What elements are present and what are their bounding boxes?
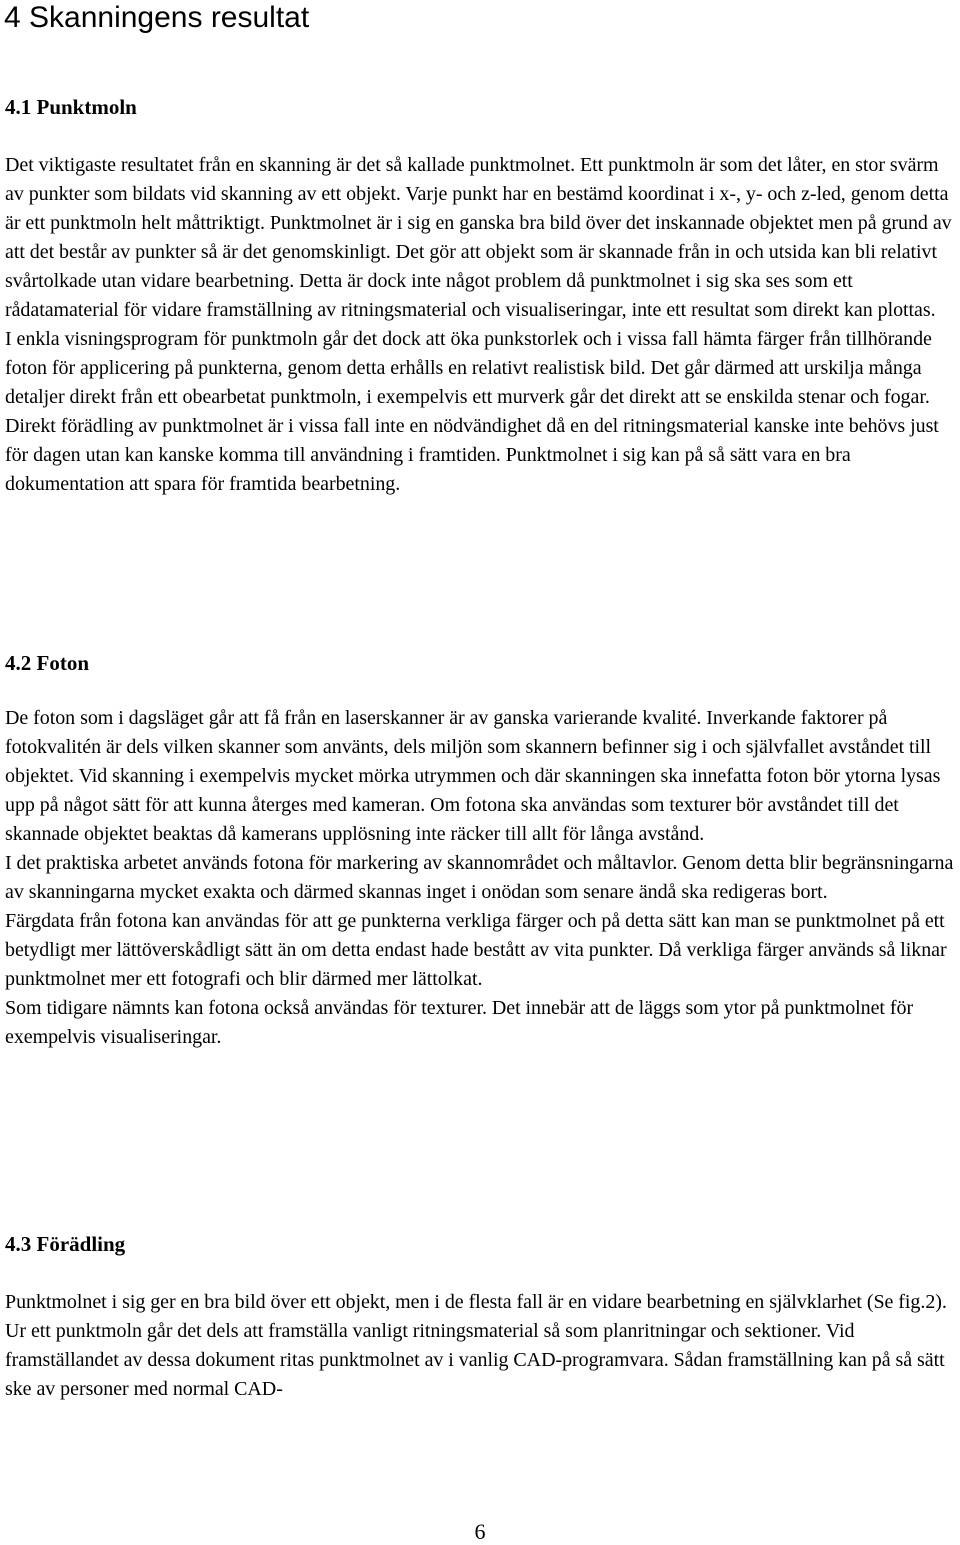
section-body-foton <box>5 704 960 1052</box>
section-body-punktmoln <box>5 151 960 499</box>
section-body-foradling <box>5 1288 960 1404</box>
paragraph: Punktmolnet i sig ger en bra bild över ett objekt, men i de flesta fall är en vidare bearbetning en självklarhet (Se fig.2). <box>5 1291 947 1313</box>
paragraph: Som tidigare nämnts kan fotona också användas för texturer. Det innebär att de läggs som ytor på punktmolnet för exempelvis visualiseringar. <box>5 997 914 1048</box>
chapter-title: 4 Skanningens resultat <box>4 1 310 34</box>
page-number: 6 <box>474 1519 486 1544</box>
paragraph: Direkt förädling av punktmolnet är i vissa fall inte en nödvändighet då en del ritningsmaterial kanske inte behövs just för dagen utan kan kanske komma till användning i framtiden. Punktmolnet i sig kan på så sätt vara en bra dokumentation att spara för framtida bearbetning. <box>5 415 939 495</box>
section-heading-foradling: 4.3 Förädling <box>5 1232 126 1256</box>
section-heading-foton: 4.2 Foton <box>5 651 89 675</box>
paragraph: De foton som i dagsläget går att få från en laserskanner är av ganska varierande kvalité. Inverkande faktorer på fotokvalitén är dels vilken skanner som använts, dels miljön som skannern befinner sig i och självfallet avståndet till objektet. Vid skanning i exempelvis mycket mörka utrymmen och där skanningen ska innefatta foton bör ytorna lysas upp på något sätt för att kunna återges med kameran. Om fotona ska användas som texturer bör avståndet till det skannade objektet beaktas då kamerans upplösning inte räcker till allt för långa avstånd. <box>5 707 941 845</box>
paragraph: I det praktiska arbetet används fotona för markering av skannområdet och måltavlor. Genom detta blir begränsningarna av skanningarna mycket exakta och därmed skannas inget i onödan som senare ändå ska redigeras bort. <box>5 852 954 903</box>
paragraph: Ur ett punktmoln går det dels att framställa vanligt ritningsmaterial så som planritningar och sektioner. Vid framställandet av dessa dokument ritas punktmolnet av i vanlig CAD-programvara. Sådan framställning kan på så sätt ske av personer med normal CAD- <box>5 1320 945 1400</box>
paragraph: I enkla visningsprogram för punktmoln går det dock att öka punkstorlek och i vissa fall hämta färger från tillhörande foton för applicering på punkterna, genom detta erhålls en relativt realistisk bild. Det går därmed att urskilja många detaljer direkt från ett obearbetat punktmoln, i exempelvis ett murverk går det direkt att se enskilda stenar och fogar. <box>5 328 932 408</box>
section-heading-punktmoln: 4.1 Punktmoln <box>5 95 137 119</box>
paragraph: Det viktigaste resultatet från en skanning är det så kallade punktmolnet. Ett punktmoln är som det låter, en stor svärm av punkter som bildats vid skanning av ett objekt. Varje punkt har en bestämd koordinat i x-, y- och z-led, genom detta är ett punktmoln helt måttriktigt. Punktmolnet är i sig en ganska bra bild över det inskannade objektet men på grund av att det består av punkter så är det genomskinligt. Det gör att objekt som är skannade från in och utsida kan bli relativt svårtolkade utan vidare bearbetning. Detta är dock inte något problem då punktmolnet i sig ska ses som ett rådatamaterial för vidare framställning av ritningsmaterial och visualiseringar, inte ett resultat som direkt kan plottas. <box>5 154 952 321</box>
paragraph: Färgdata från fotona kan användas för att ge punkterna verkliga färger och på detta sätt kan man se punktmolnet på ett betydligt mer lättöverskådligt sätt än om detta endast hade bestått av vita punkter. Då verkliga färger används så liknar punktmolnet mer ett fotografi och blir därmed mer lättolkat. <box>5 910 947 990</box>
